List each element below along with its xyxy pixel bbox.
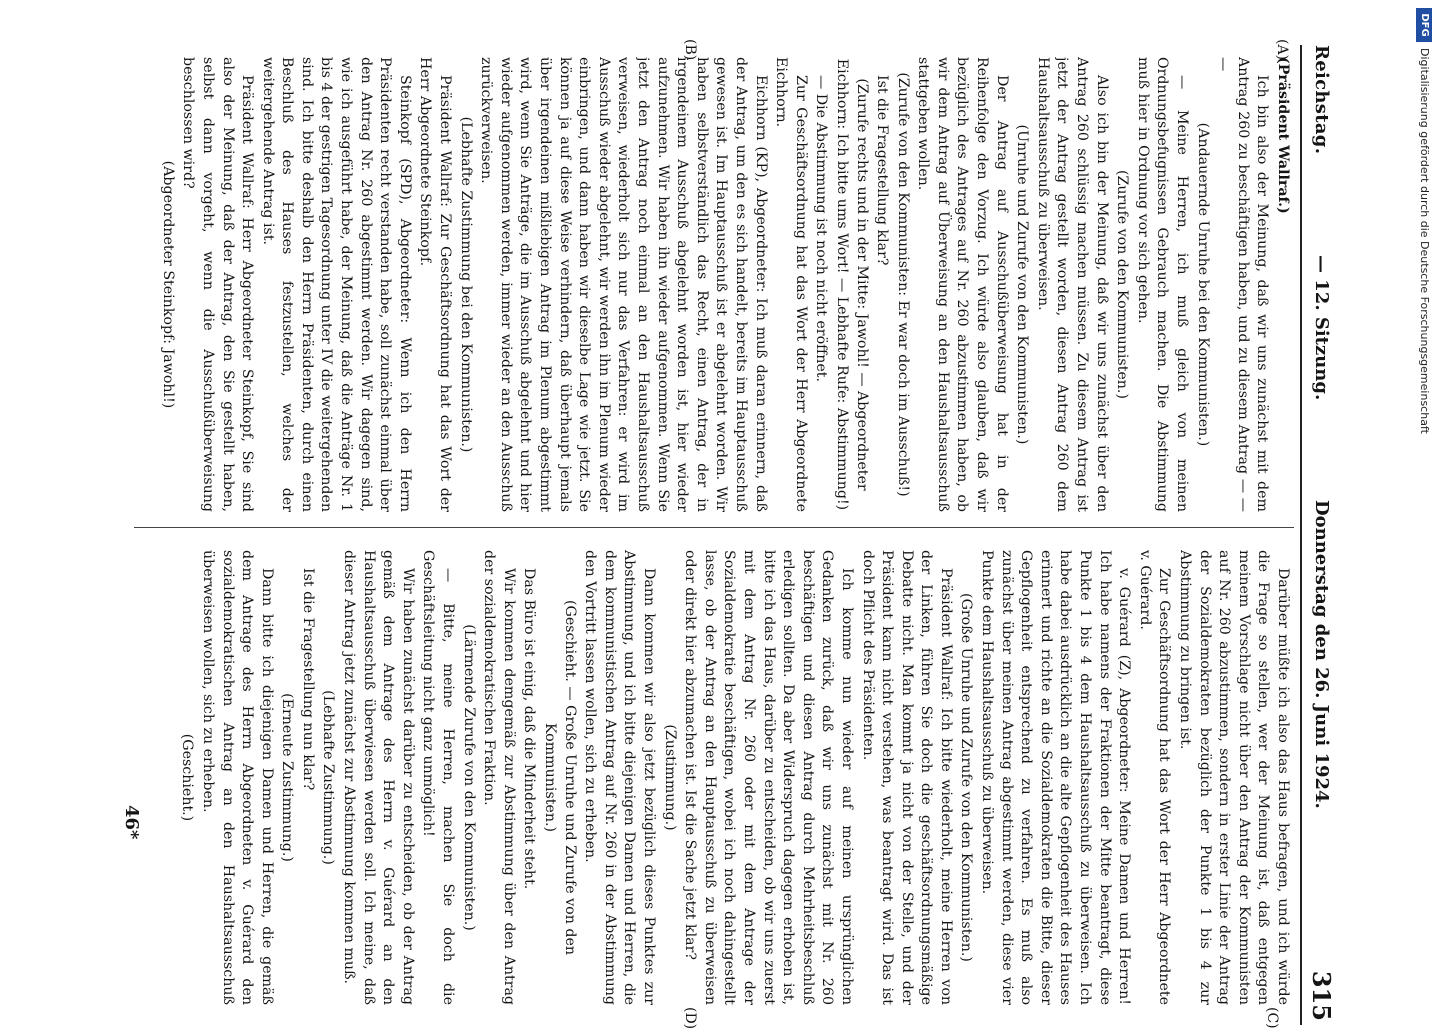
paragraph: Der Antrag auf Ausschußüberweisung hat in der Reihenfolge den Vorzug. Ich würde also glauben, daß wir bezüglich des Antrages auf Nr. 260 abzustimmen haben, ob wir dem Antrag auf Überweisung an den Haushaltsausschuß stattgeben wollen. bbox=[915, 57, 1010, 512]
digitization-credit bbox=[1416, 48, 1432, 988]
dfg-logo-text: DFG bbox=[1419, 13, 1430, 37]
interjection: (Abgeordneter Steinkopf: Jawohl!) bbox=[159, 160, 176, 409]
speaker-paragraph: Eichhorn (KP), Abgeordneter: Ich muß daran erinnern, daß der Antrag, um den es sich handelt, bereits im Hauptausschuß gewesen ist. Im Hauptausschuß ist er abgelehnt worden. Wir haben selbstverständlich das Recht, einen Antrag, der in irgendeinem Ausschuß abgelehnt worden ist, hier wieder aufzunehmen. Wir haben ihn wieder aufgenommen. Wenn Sie jetzt den Antrag noch einmal an den Haushaltsausschuß verweisen, wiederholt sich nur das Verfahren: er wird im Ausschuß wieder abgelehnt, wir werden ihn im Plenum wieder einbringen, und dann haben wir dieselbe Lage wie jetzt. Sie können ja auf diese Weise verhindern, daß überhaupt jemals über irgendeinen mißliebigen Antrag im Plenum abgestimmt wird, wenn Sie Anträge, die im Ausschuß abgelehnt und hier wieder aufgenommen werden, immer wieder an den Ausschuß zurückverweisen. bbox=[478, 57, 769, 512]
interjection: (Zurufe von den Kommunisten.) bbox=[1114, 170, 1131, 399]
margin-mark-d: (D) bbox=[682, 1007, 698, 1029]
paragraph: — Meine Herren, ich muß gleich von meinen Ordnungsbefugnissen Gebrauch machen. Die Abstimmung muß hier in Ordnung vor sich gehen. bbox=[1134, 57, 1191, 512]
digitization-credit-text: Digitalisierung gefördert durch die Deutsche Forschungsgemeinschaft bbox=[1418, 48, 1431, 434]
interjection: (Zurufe von den Kommunisten: Er war doch im Ausschuß!) bbox=[894, 72, 911, 497]
interjection: (Unruhe und Zurufe von den Kommunisten.) bbox=[1014, 124, 1031, 445]
paragraph: — Bitte, meine Herren, machen Sie doch die Geschäftsleitung nicht ganz unmöglich! bbox=[420, 550, 457, 1005]
paragraph: Dann bitte ich diejenigen Damen und Herren, die gemäß dem Antrage des Herrn Abgeordneten v. Guérard den sozialdemokratischen Antrag an den Haushaltsausschuß überweisen wollen, sich zu erheben. bbox=[199, 550, 275, 1005]
rotated-document-page bbox=[98, 39, 1338, 1029]
speaker-paragraph: Präsident Wallraf: Ich bitte wiederholt, meine Herren von der Linken, führen Sie doch die geschäftsordnungsmäßige Debatte nicht. Man kommt ja nicht von der Stelle, und der Präsident kann nicht verstehen, was beantragt wird. Das ist doch Pflicht des Präsidenten. bbox=[859, 550, 954, 1005]
paragraph: Ich bin also der Meinung, daß wir uns zunächst mit dem Antrag 260 zu beschäftigen haben, und zu diesem Antrag — — — bbox=[1215, 57, 1271, 512]
header-date: Donnerstag den 26. Juni 1924. bbox=[1311, 500, 1332, 809]
paragraph: Ist die Fragestellung klar? bbox=[874, 75, 891, 266]
interjection: (Lebhafte Zustimmung bei den Kommunisten.) bbox=[457, 116, 474, 453]
margin-mark-c: (C) bbox=[1264, 1007, 1280, 1029]
margin-mark-a: (A) bbox=[1274, 39, 1290, 61]
paragraph: Das Büro ist einig, daß die Minderheit steht. bbox=[521, 568, 538, 890]
paragraph: — Die Abstimmung ist noch nicht eröffnet. bbox=[813, 75, 830, 382]
header-left: Reichstag. bbox=[1311, 45, 1332, 155]
dfg-logo bbox=[1416, 8, 1432, 42]
column-divider bbox=[134, 527, 1294, 528]
interjection: (Zustimmung.) bbox=[661, 724, 678, 831]
signature-mark: 46* bbox=[121, 805, 142, 840]
paragraph: Darüber müßte ich also das Haus befragen, und ich würde die Frage so stellen, wer der Meinung ist, daß entgegen meinem Vorschlage nicht über den Antrag der Kommunisten auf Nr. 260 abzustimmen, sondern in erster Linie der Antrag der Sozialdemokraten bezüglich der Punkte 1 bis 4 zur Abstimmung zu bringen ist. bbox=[1177, 550, 1291, 1005]
interjection: (Andauernde Unruhe bei den Kommunisten.) bbox=[1194, 122, 1211, 447]
digitization-sidebar bbox=[1416, 8, 1432, 993]
speaker-paragraph: Steinkopf (SPD), Abgeordneter: Wenn ich den Herrn Präsidenten recht verstanden habe, soll zunächst einmal über den Antrag Nr. 260 abgestimmt werden. Wir dagegen sind, wie ich ausgeführt habe, der Meinung, daß die Anträge Nr. 1 bis 4 der gestrigen Tagesordnung unter IV die weitergehenden sind. Ich bitte deshalb den Herrn Präsidenten, durch einen Beschluß des Hauses festzustellen, welches der weitergehende Antrag ist. bbox=[259, 57, 413, 512]
paragraph: Wir kommen demgemäß zur Abstimmung über den Antrag der sozialdemokratischen Fraktion. bbox=[481, 550, 517, 1005]
paragraph: Ist die Fragestellung nun klar? bbox=[299, 568, 316, 791]
paragraph: Ich komme nun wieder auf meinen ursprünglichen Gedanken zurück, daß wir uns zunächst mit Nr. 260 beschäftigen und diesen Antrag durch Mehrheitsbeschluß erledigen sollten. Da aber Widerspruch dagegen erhoben ist, bitte ich das Haus, darüber zu entscheiden, ob wir uns zuerst mit dem Antrag Nr. 260 oder mit dem Antrage der Sozialdemokratie beschäftigen, wobei ich noch dahingestellt lasse, ob der Antrag an den Hauptausschuß zu überweisen oder direkt hier abzumachen ist. Ist die Sache jetzt klar? bbox=[682, 550, 855, 1005]
interjection: (Lärmende Zurufe von den Kommunisten.) bbox=[460, 624, 477, 931]
speaker-paragraph: Präsident Wallraf: Zur Geschäftsordnung hat das Wort der Herr Abgeordnete Steinkopf. bbox=[417, 57, 454, 512]
paragraph: Also ich bin der Meinung, daß wir uns zunächst über den Antrag 260 schlüssig machen müssen. Zu diesem Antrag ist jetzt der Antrag gestellt worden, diesen Antrag 260 dem Haushaltsausschuß zu überweisen. bbox=[1034, 57, 1110, 512]
paragraph: Zur Geschäftsordnung hat das Wort der Herr Abgeordnete Eichhorn. bbox=[773, 57, 809, 512]
paragraph: (Präsident Wallraf.) bbox=[1275, 57, 1291, 214]
left-column bbox=[112, 57, 1292, 512]
interjection: (Geschieht.) bbox=[179, 733, 196, 822]
interjection: (Erneute Zustimmung.) bbox=[279, 693, 296, 862]
interjection: (Große Unruhe und Zurufe von den Kommunisten.) bbox=[958, 593, 975, 962]
paragraph: Zur Geschäftsordnung hat das Wort der Herr Abgeordnete v. Guérard. bbox=[1136, 550, 1173, 1005]
speaker-paragraph: Präsident Wallraf: Herr Abgeordneter Steinkopf, Sie sind also der Meinung, daß der Antrag, den Sie gestellt haben, selbst dann vorgeht, wenn die Ausschußüberweisung beschlossen wird? bbox=[180, 57, 256, 512]
page-number: 315 bbox=[1307, 970, 1336, 1021]
margin-mark-b: (B) bbox=[682, 39, 698, 61]
interjection: (Lebhafte Zustimmung.) bbox=[320, 690, 337, 865]
interjection: (Zurufe rechts und in der Mitte: Jawohl! — Abgeordneter Eichhorn: Ich bitte ums Wort! — Lebhafte Rufe: Abstimmung!) bbox=[833, 58, 870, 511]
speaker-paragraph: v. Guérard (Z), Abgeordneter: Meine Damen und Herren! Ich habe namens der Fraktionen der Mitte beantragt, diese Punkte 1 bis 4 dem Haushaltsausschuß zu überweisen. Ich habe dabei ausdrücklich an die alte Gepflogenheit des Hauses erinnert und richte an die Sozialdemokraten die Bitte, dieser Gepflogenheit entsprechend zu verfahren. Es muß also zunächst über meinen Antrag abgestimmt werden, diese vier Punkte dem Haushaltsausschuß zu überweisen. bbox=[979, 550, 1133, 1005]
paragraph: Wir haben zunächst darüber zu entscheiden, ob der Antrag gemäß dem Antrage des Herrn v. Guérard an den Haushaltsausschuß überwiesen werden soll. Ich meine, daß dieser Antrag jetzt zunächst zur Abstimmung kommen muß. bbox=[341, 550, 416, 1005]
right-column bbox=[112, 550, 1292, 1005]
page-header bbox=[1300, 45, 1338, 1025]
header-session: — 12. Sitzung. bbox=[1311, 255, 1332, 401]
interjection: (Geschieht. — Große Unruhe und Zurufe von den Kommunisten.) bbox=[542, 600, 578, 955]
paragraph: Dann kommen wir also jetzt bezüglich dieses Punktes zur Abstimmung, und ich bitte diejenigen Damen und Herren, die dem kommunistischen Antrag auf Nr. 260 in der Abstimmung den Vortritt lassen wollen, sich zu erheben. bbox=[582, 550, 657, 1005]
